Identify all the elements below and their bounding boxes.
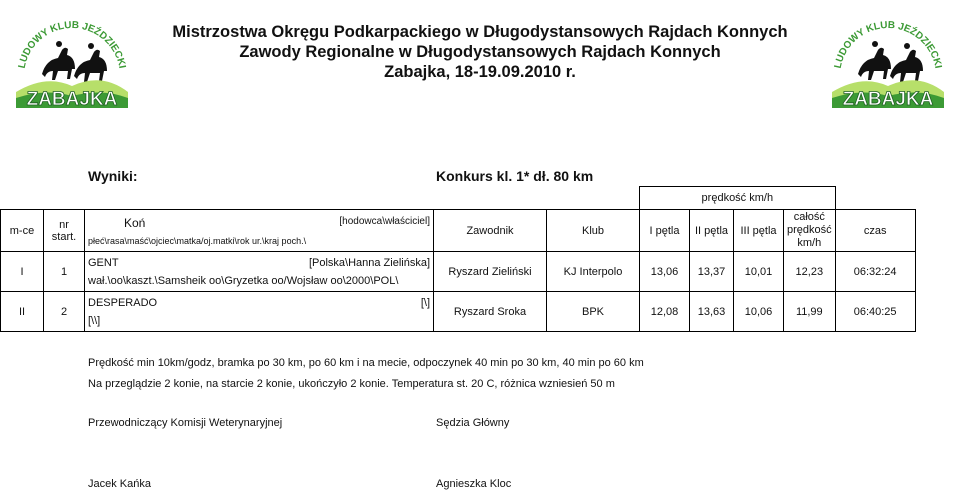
svg-text:LUDOWY KLUB JEŹDZIECKI: LUDOWY KLUB JEŹDZIECKI	[832, 19, 944, 70]
horse-header	[85, 210, 434, 252]
statistics-note: Na przeglądzie 2 konie, na starcie 2 konie, ukończyło 2 konie. Temperatura st. 20 C, różnica wzniesień 50 m	[88, 378, 615, 390]
event-title: Mistrzostwa Okręgu Podkarpackiego w Długodystansowych Rajdach Konnych	[172, 23, 788, 41]
chief-judge-title: Sędzia Główny	[436, 417, 510, 429]
loop3-header: III pętla	[734, 210, 784, 252]
speed-group-header: prędkość km/h	[640, 187, 836, 210]
svg-text:LUDOWY KLUB JEŹDZIECKI: LUDOWY KLUB JEŹDZIECKI	[16, 19, 128, 70]
club-cell: KJ Interpolo	[547, 252, 640, 292]
total-speed-cell: 11,99	[784, 292, 836, 332]
total-speed-cell: 12,23	[784, 252, 836, 292]
loop3-cell: 10,01	[734, 252, 784, 292]
horse-details: wał.\oo\kaszt.\Samsheik oo\Gryzetka oo/Wojsław oo\2000\POL\	[88, 274, 399, 287]
loop2-header: II pętla	[690, 210, 734, 252]
chief-judge-name: Agnieszka Kloc	[436, 478, 512, 490]
time-header: czas	[835, 210, 915, 252]
svg-text:ZABAJKA: ZABAJKA	[26, 89, 118, 110]
loop1-header: I pętla	[640, 210, 690, 252]
horse-name: DESPERADO	[88, 296, 158, 309]
place-cell: II	[1, 292, 44, 332]
horse-header-label: Koń	[124, 215, 146, 230]
total-speed-header-line: całość	[793, 211, 825, 223]
club-logo-right	[818, 4, 958, 114]
table-header-row	[1, 210, 916, 252]
total-speed-header-line: km/h	[797, 237, 822, 249]
place-cell: I	[1, 252, 44, 292]
start-no-header: nr start.	[44, 210, 85, 252]
table-row	[1, 292, 916, 332]
rider-header: Zawodnik	[434, 210, 547, 252]
owner-header-label: [hodowca\właściciel]	[339, 215, 430, 227]
rider-cell: Ryszard Zieliński	[434, 252, 547, 292]
start-no-cell: 2	[44, 292, 85, 332]
place-header: m-ce	[1, 210, 44, 252]
vet-commission-title: Przewodniczący Komisji Weterynaryjnej	[88, 417, 283, 429]
results-label: Wyniki:	[88, 168, 138, 184]
club-header: Klub	[547, 210, 640, 252]
loop2-cell: 13,63	[690, 292, 734, 332]
loop3-cell: 10,06	[734, 292, 784, 332]
club-logo-left	[2, 4, 142, 114]
horse-cell	[85, 292, 434, 332]
horse-cell	[85, 252, 434, 292]
loop1-cell: 12,08	[640, 292, 690, 332]
horse-owner: [Polska\Hanna Zielińska]	[308, 256, 430, 269]
horse-name: GENT	[88, 256, 119, 269]
svg-text:ZABAJKA: ZABAJKA	[842, 89, 934, 110]
total-speed-header-line: prędkość	[787, 224, 832, 236]
competition-label: Konkurs kl. 1* dł. 80 km	[436, 168, 594, 184]
club-cell: BPK	[547, 292, 640, 332]
time-cell: 06:40:25	[835, 292, 915, 332]
start-no-cell: 1	[44, 252, 85, 292]
table-row	[1, 252, 916, 292]
time-cell: 06:32:24	[835, 252, 915, 292]
horse-details-header: płeć\rasa\maść\ojciec\matka/oj.matki\rok ur.\kraj poch.\	[88, 235, 307, 246]
conditions-note: Prędkość min 10km/godz, bramka po 30 km, po 60 km i na mecie, odpoczynek 40 min po 30 km, 40 min po 60 km	[88, 357, 644, 369]
event-place-date: Zabajka, 18-19.09.2010 r.	[384, 63, 576, 81]
event-header	[150, 22, 810, 82]
event-subtitle: Zawody Regionalne w Długodystansowych Rajdach Konnych	[239, 43, 721, 61]
vet-commission-name: Jacek Kańka	[88, 478, 151, 490]
results-table	[0, 186, 916, 332]
loop2-cell: 13,37	[690, 252, 734, 292]
horse-details: [\\]	[88, 314, 101, 327]
total-speed-header	[784, 210, 836, 252]
horse-owner: [\]	[420, 296, 430, 309]
speed-group-row	[1, 187, 916, 210]
loop1-cell: 13,06	[640, 252, 690, 292]
rider-cell: Ryszard Sroka	[434, 292, 547, 332]
